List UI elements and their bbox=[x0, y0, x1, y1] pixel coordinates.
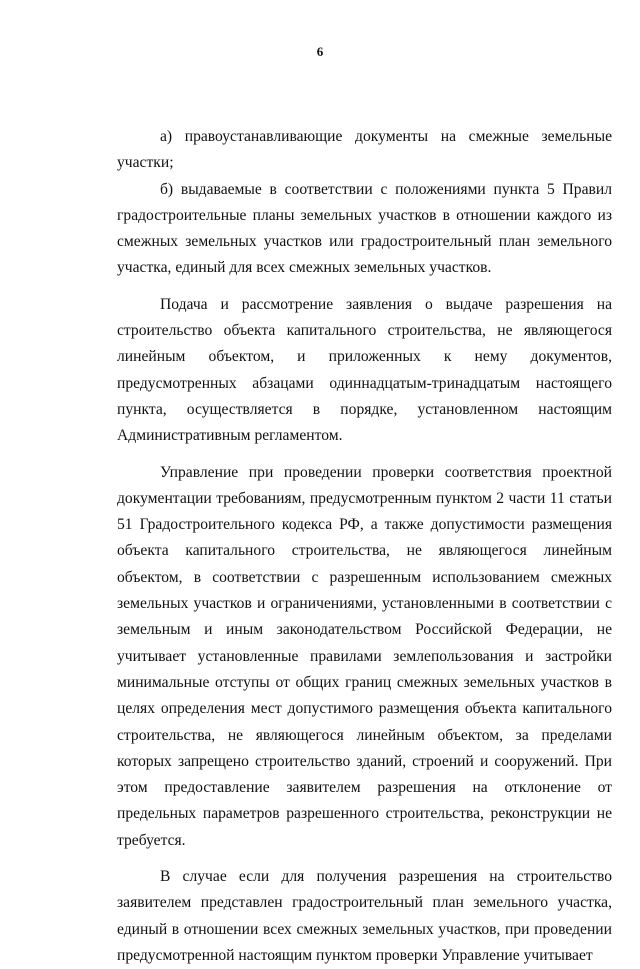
paragraph-unified-plan: В случае если для получения разрешения на строительство заявителем представлен градостроительный план земельного участка, единый в отношении всех смежных земельных участков, при проведении предусмотренной настоящим пунктом проверки Управление учитывает bbox=[117, 868, 612, 964]
page-number: 6 bbox=[316, 44, 324, 59]
paragraph-item-a: а) правоустанавливающие документы на смежные земельные участки; bbox=[117, 128, 612, 172]
paragraph-submission: Подача и рассмотрение заявления о выдаче разрешения на строительство объекта капитального строительства, не являющегося линейным объектом, и приложенных к нему документов, предусмотренных абзацами одиннадцатым-тринадцатым настоящего пункта, осуществляется в порядке, установленном настоящим Административным регламентом. bbox=[117, 295, 612, 445]
document-body bbox=[117, 124, 612, 969]
paragraph-verification: Управление при проведении проверки соответствия проектной документации требованиям, предусмотренным пунктом 2 части 11 статьи 51 Градостроительного кодекса РФ, а также допустимости размещения объекта капитального строительства, не являющегося линейным объектом, в соответствии с разрешенным использованием смежных земельных участков и ограничениями, установленными в соответствии с земельным и иным законодательством Российской Федерации, не учитывает установленные правилами землепользования и застройки минимальные отступы от общих границ смежных земельных участков в целях определения мест допустимого размещения объекта капитального строительства, не являющегося линейным объектом, за пределами которых запрещено строительство зданий, строений и сооружений. При этом предоставление заявителем разрешения на отклонение от предельных параметров разрешенного строительства, реконструкции не требуется. bbox=[117, 463, 612, 849]
paragraph-item-b: б) выдаваемые в соответствии с положениями пункта 5 Правил градостроительные планы земельных участков в отношении каждого из смежных земельных участков или градостроительный план земельного участка, единый для всех смежных земельных участков. bbox=[117, 180, 612, 277]
